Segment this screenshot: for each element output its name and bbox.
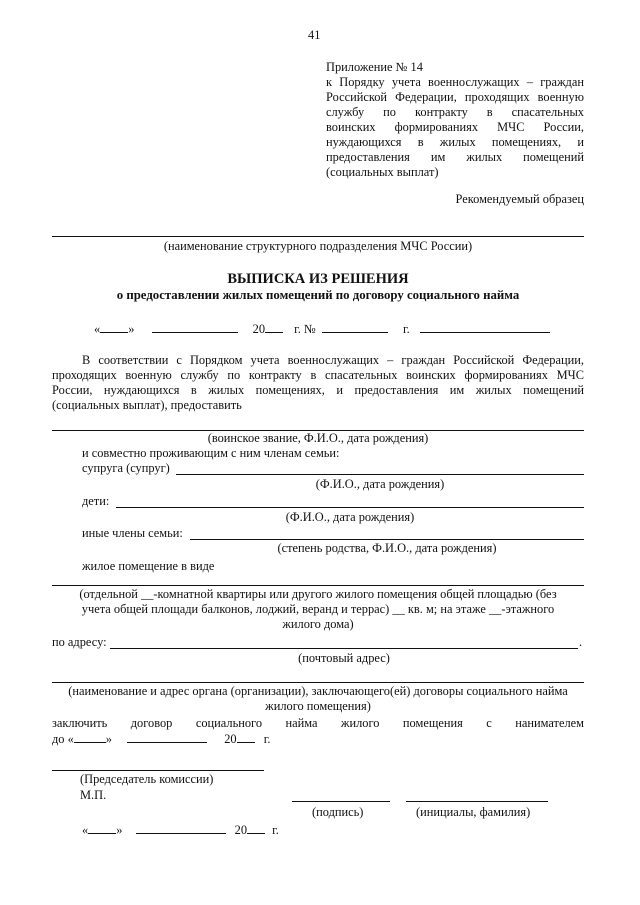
recommended-sample: Рекомендуемый образец [455,192,584,206]
other-family-line[interactable] [190,539,584,540]
appendix-line: Российской Федерации, проходящих военную [326,90,584,104]
day-field[interactable] [100,321,128,333]
year-field[interactable] [265,321,283,333]
decision-date-line [94,321,550,337]
bottom-month-field[interactable] [136,822,226,834]
appendix-line: воинских формированиях МЧС России, [326,120,584,134]
until-year-suffix: г. [263,732,271,746]
until-year-prefix: 20 [224,732,237,746]
intro-line: (социальных выплат), предоставить [52,398,242,412]
close-quote: » [128,322,135,336]
apartment-caption-1: (отдельной __-комнатной квартиры или другого жилого помещения общей площадью (без [79,587,557,601]
appendix-title: Приложение № 14 [326,60,423,74]
bottom-open-quote: « [82,823,89,837]
contract-line: заключить договор социального найма жилого помещения с нанимателем [52,716,584,730]
initials-caption: (инициалы, фамилия) [416,805,531,819]
signature-caption: (подпись) [312,805,364,819]
relation-name-dob-caption: (степень родства, Ф.И.О., дата рождения) [277,541,497,555]
appendix-line: (социальных выплат) [326,165,439,179]
organization-caption-2: жилого помещения) [265,699,371,713]
page-number: 41 [308,28,321,42]
until-month-field[interactable] [127,731,207,743]
number-prefix: г. № [294,322,316,336]
initials-line[interactable] [406,801,548,802]
open-quote: « [94,322,101,336]
children-line[interactable] [116,507,584,508]
apartment-caption-3: жилого дома) [282,617,354,631]
subdivision-line [52,236,584,237]
city-field[interactable] [420,321,550,333]
housing-label: жилое помещение в виде [82,559,215,573]
bottom-close-quote: » [116,823,123,837]
organization-line[interactable] [52,682,584,683]
apartment-caption-2: учета общей площади балконов, лоджий, веранд и террас) __ кв. м; на этаже __-этажного [81,602,555,616]
city-prefix: г. [402,322,410,336]
address-line[interactable] [110,648,578,649]
signature-line[interactable] [292,801,390,802]
doc-title: ВЫПИСКА ИЗ РЕШЕНИЯ [227,271,409,287]
month-field[interactable] [152,321,238,333]
appendix-line: предоставления им жилых помещений [326,150,584,164]
subdivision-caption: (наименование структурного подразделения МЧС России) [163,239,473,253]
appendix-line: нуждающихся в жилых помещениях, и [326,135,584,149]
until-close-quote: » [105,732,112,746]
spouse-label: супруга (супруг) [82,461,170,475]
intro-line: В соответствии с Порядком учета военнослужащих – граждан Российской Федерации, [82,353,584,367]
other-family-label: иные члены семьи: [82,526,183,540]
children-label: дети: [82,494,110,508]
chairman-line[interactable] [52,770,264,771]
until-prefix: до « [52,732,74,746]
name-dob-caption: (Ф.И.О., дата рождения) [315,477,445,491]
spouse-line[interactable] [176,474,584,475]
address-label: по адресу: [52,635,107,649]
intro-line: проходящих военную службу по контракту в спасательных воинских формированиях МЧС [52,368,584,382]
bottom-year-suffix: г. [272,823,279,837]
chairman-caption: (Председатель комиссии) [80,772,214,786]
organization-caption-1: (наименование и адрес органа (организации), заключающего(ей) договоры социального найма [68,684,568,698]
intro-line: России, нуждающихся в жилых помещениях, и предоставления им жилых помещений [52,383,584,397]
appendix-text [326,75,584,180]
until-year-field[interactable] [237,731,255,743]
postal-address-caption: (почтовый адрес) [298,651,390,665]
address-dot: . [579,635,583,649]
bottom-date-line [82,822,279,838]
bottom-year-prefix: 20 [234,823,248,837]
doc-subtitle: о предоставлении жилых помещений по договору социального найма [116,288,520,302]
rank-name-dob-caption: (воинское звание, Ф.И.О., дата рождения) [207,431,429,445]
family-intro: и совместно проживающим с ним членам семьи: [82,446,340,460]
until-day-field[interactable] [74,731,106,743]
appendix-line: службу по контракту в спасательных [326,105,584,119]
bottom-year-field[interactable] [247,822,265,834]
appendix-line: к Порядку учета военнослужащих – граждан [326,75,584,89]
stamp-label: М.П. [80,788,107,802]
year-prefix: 20 [252,322,266,336]
intro-paragraph [52,353,584,413]
number-field[interactable] [322,321,388,333]
bottom-day-field[interactable] [88,822,116,834]
until-date-line [52,731,271,747]
apartment-line[interactable] [52,585,584,586]
name-dob-caption-children: (Ф.И.О., дата рождения) [285,510,415,524]
